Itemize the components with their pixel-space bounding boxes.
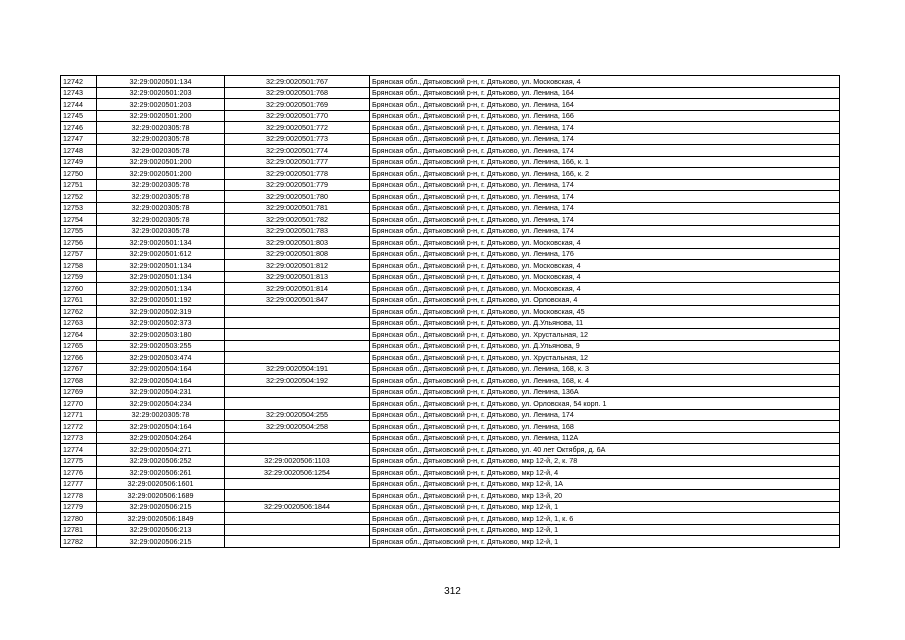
building-cadastral-number-cell: 32:29:0020501:813 [225, 271, 370, 283]
parcel-cadastral-number-cell: 32:29:0020501:203 [97, 87, 225, 99]
parcel-cadastral-number-cell: 32:29:0020501:203 [97, 99, 225, 111]
row-number-cell: 12778 [61, 490, 97, 502]
row-number-cell: 12760 [61, 283, 97, 295]
row-number-cell: 12782 [61, 536, 97, 548]
address-cell: Брянская обл., Дятьковский р-н, г. Дятьково, ул. Ленина, 164 [370, 87, 840, 99]
table-row [61, 214, 840, 226]
building-cadastral-number-cell [225, 524, 370, 536]
row-number-cell: 12744 [61, 99, 97, 111]
row-number-cell: 12780 [61, 513, 97, 525]
row-number-cell: 12769 [61, 386, 97, 398]
table-row [61, 260, 840, 272]
building-cadastral-number-cell [225, 352, 370, 364]
address-cell: Брянская обл., Дятьковский р-н, г. Дятьково, ул. Ленина, 174 [370, 133, 840, 145]
address-cell: Брянская обл., Дятьковский р-н, г. Дятьково, ул. Ленина, 174 [370, 179, 840, 191]
parcel-cadastral-number-cell: 32:29:0020501:134 [97, 260, 225, 272]
building-cadastral-number-cell: 32:29:0020501:768 [225, 87, 370, 99]
row-number-cell: 12763 [61, 317, 97, 329]
building-cadastral-number-cell: 32:29:0020501:769 [225, 99, 370, 111]
parcel-cadastral-number-cell: 32:29:0020506:261 [97, 467, 225, 479]
table-row [61, 490, 840, 502]
parcel-cadastral-number-cell: 32:29:0020506:215 [97, 536, 225, 548]
row-number-cell: 12776 [61, 467, 97, 479]
address-cell: Брянская обл., Дятьковский р-н, г. Дятьково, ул. Орловская, 54 корп. 1 [370, 398, 840, 410]
table-row [61, 398, 840, 410]
address-cell: Брянская обл., Дятьковский р-н, г. Дятьково, ул. Ленина, 174 [370, 145, 840, 157]
building-cadastral-number-cell: 32:29:0020506:1844 [225, 501, 370, 513]
address-cell: Брянская обл., Дятьковский р-н, г. Дятьково, ул. Ленина, 166 [370, 110, 840, 122]
building-cadastral-number-cell: 32:29:0020501:773 [225, 133, 370, 145]
address-cell: Брянская обл., Дятьковский р-н, г. Дятьково, ул. Ленина, 176 [370, 248, 840, 260]
parcel-cadastral-number-cell: 32:29:0020305:78 [97, 122, 225, 134]
address-cell: Брянская обл., Дятьковский р-н, г. Дятьково, мкр 12-й, 1А [370, 478, 840, 490]
row-number-cell: 12754 [61, 214, 97, 226]
table-row [61, 455, 840, 467]
row-number-cell: 12753 [61, 202, 97, 214]
address-cell: Брянская обл., Дятьковский р-н, г. Дятьково, ул. Ленина, 174 [370, 202, 840, 214]
parcel-cadastral-number-cell: 32:29:0020504:231 [97, 386, 225, 398]
table-row [61, 501, 840, 513]
table-row [61, 467, 840, 479]
row-number-cell: 12745 [61, 110, 97, 122]
row-number-cell: 12756 [61, 237, 97, 249]
address-cell: Брянская обл., Дятьковский р-н, г. Дятьково, ул. Московская, 4 [370, 260, 840, 272]
address-cell: Брянская обл., Дятьковский р-н, г. Дятьково, мкр 12-й, 1 [370, 524, 840, 536]
row-number-cell: 12777 [61, 478, 97, 490]
row-number-cell: 12748 [61, 145, 97, 157]
parcel-cadastral-number-cell: 32:29:0020305:78 [97, 202, 225, 214]
parcel-cadastral-number-cell: 32:29:0020305:78 [97, 145, 225, 157]
building-cadastral-number-cell: 32:29:0020504:255 [225, 409, 370, 421]
building-cadastral-number-cell [225, 386, 370, 398]
building-cadastral-number-cell: 32:29:0020501:782 [225, 214, 370, 226]
row-number-cell: 12766 [61, 352, 97, 364]
building-cadastral-number-cell: 32:29:0020501:772 [225, 122, 370, 134]
table-row [61, 225, 840, 237]
parcel-cadastral-number-cell: 32:29:0020503:255 [97, 340, 225, 352]
address-cell: Брянская обл., Дятьковский р-н, г. Дятьково, ул. Д.Ульянова, 9 [370, 340, 840, 352]
address-cell: Брянская обл., Дятьковский р-н, г. Дятьково, ул. Московская, 4 [370, 76, 840, 88]
parcel-cadastral-number-cell: 32:29:0020501:134 [97, 76, 225, 88]
row-number-cell: 12781 [61, 524, 97, 536]
row-number-cell: 12752 [61, 191, 97, 203]
building-cadastral-number-cell: 32:29:0020501:777 [225, 156, 370, 168]
address-cell: Брянская обл., Дятьковский р-н, г. Дятьково, ул. Хрустальная, 12 [370, 329, 840, 341]
parcel-cadastral-number-cell: 32:29:0020305:78 [97, 191, 225, 203]
row-number-cell: 12774 [61, 444, 97, 456]
address-cell: Брянская обл., Дятьковский р-н, г. Дятьково, ул. Ленина, 174 [370, 191, 840, 203]
parcel-cadastral-number-cell: 32:29:0020305:78 [97, 133, 225, 145]
building-cadastral-number-cell [225, 317, 370, 329]
parcel-cadastral-number-cell: 32:29:0020501:200 [97, 110, 225, 122]
table-row [61, 409, 840, 421]
building-cadastral-number-cell [225, 478, 370, 490]
table-row [61, 202, 840, 214]
table-row [61, 432, 840, 444]
parcel-cadastral-number-cell: 32:29:0020506:1689 [97, 490, 225, 502]
parcel-cadastral-number-cell: 32:29:0020305:78 [97, 214, 225, 226]
table-row [61, 524, 840, 536]
building-cadastral-number-cell: 32:29:0020501:780 [225, 191, 370, 203]
table-row [61, 444, 840, 456]
table-row [61, 237, 840, 249]
building-cadastral-number-cell: 32:29:0020506:1254 [225, 467, 370, 479]
table-row [61, 76, 840, 88]
parcel-cadastral-number-cell: 32:29:0020501:200 [97, 168, 225, 180]
address-cell: Брянская обл., Дятьковский р-н, г. Дятьково, ул. Ленина, 168, к. 3 [370, 363, 840, 375]
page-number: 312 [444, 586, 461, 597]
address-cell: Брянская обл., Дятьковский р-н, г. Дятьково, мкр 13-й, 20 [370, 490, 840, 502]
registry-table [60, 75, 840, 548]
parcel-cadastral-number-cell: 32:29:0020504:164 [97, 375, 225, 387]
table-row [61, 375, 840, 387]
table-row [61, 352, 840, 364]
building-cadastral-number-cell: 32:29:0020501:779 [225, 179, 370, 191]
building-cadastral-number-cell [225, 490, 370, 502]
parcel-cadastral-number-cell: 32:29:0020506:1849 [97, 513, 225, 525]
parcel-cadastral-number-cell: 32:29:0020506:252 [97, 455, 225, 467]
row-number-cell: 12779 [61, 501, 97, 513]
parcel-cadastral-number-cell: 32:29:0020502:373 [97, 317, 225, 329]
table-row [61, 156, 840, 168]
building-cadastral-number-cell: 32:29:0020501:778 [225, 168, 370, 180]
building-cadastral-number-cell [225, 398, 370, 410]
address-cell: Брянская обл., Дятьковский р-н, г. Дятьково, ул. Д.Ульянова, 11 [370, 317, 840, 329]
building-cadastral-number-cell [225, 340, 370, 352]
row-number-cell: 12767 [61, 363, 97, 375]
address-cell: Брянская обл., Дятьковский р-н, г. Дятьково, мкр 12-й, 4 [370, 467, 840, 479]
address-cell: Брянская обл., Дятьковский р-н, г. Дятьково, ул. Ленина, 174 [370, 409, 840, 421]
row-number-cell: 12747 [61, 133, 97, 145]
building-cadastral-number-cell [225, 513, 370, 525]
parcel-cadastral-number-cell: 32:29:0020503:474 [97, 352, 225, 364]
table-row [61, 306, 840, 318]
table-row [61, 145, 840, 157]
address-cell: Брянская обл., Дятьковский р-н, г. Дятьково, ул. Ленина, 166, к. 1 [370, 156, 840, 168]
table-row [61, 271, 840, 283]
table-row [61, 329, 840, 341]
address-cell: Брянская обл., Дятьковский р-н, г. Дятьково, ул. Московская, 4 [370, 283, 840, 295]
address-cell: Брянская обл., Дятьковский р-н, г. Дятьково, ул. Ленина, 166, к. 2 [370, 168, 840, 180]
building-cadastral-number-cell: 32:29:0020501:783 [225, 225, 370, 237]
row-number-cell: 12758 [61, 260, 97, 272]
row-number-cell: 12755 [61, 225, 97, 237]
parcel-cadastral-number-cell: 32:29:0020504:234 [97, 398, 225, 410]
table-row [61, 363, 840, 375]
table-row [61, 340, 840, 352]
address-cell: Брянская обл., Дятьковский р-н, г. Дятьково, ул. Ленина, 174 [370, 122, 840, 134]
row-number-cell: 12749 [61, 156, 97, 168]
address-cell: Брянская обл., Дятьковский р-н, г. Дятьково, ул. 40 лет Октября, д. 6А [370, 444, 840, 456]
parcel-cadastral-number-cell: 32:29:0020501:200 [97, 156, 225, 168]
building-cadastral-number-cell: 32:29:0020501:803 [225, 237, 370, 249]
table-row [61, 536, 840, 548]
address-cell: Брянская обл., Дятьковский р-н, г. Дятьково, ул. Московская, 45 [370, 306, 840, 318]
address-cell: Брянская обл., Дятьковский р-н, г. Дятьково, ул. Ленина, 164 [370, 99, 840, 111]
table-row [61, 191, 840, 203]
row-number-cell: 12762 [61, 306, 97, 318]
parcel-cadastral-number-cell: 32:29:0020501:192 [97, 294, 225, 306]
parcel-cadastral-number-cell: 32:29:0020501:134 [97, 283, 225, 295]
parcel-cadastral-number-cell: 32:29:0020501:134 [97, 237, 225, 249]
row-number-cell: 12759 [61, 271, 97, 283]
row-number-cell: 12775 [61, 455, 97, 467]
address-cell: Брянская обл., Дятьковский р-н, г. Дятьково, мкр 12-й, 2, к. 78 [370, 455, 840, 467]
parcel-cadastral-number-cell: 32:29:0020503:180 [97, 329, 225, 341]
row-number-cell: 12772 [61, 421, 97, 433]
address-cell: Брянская обл., Дятьковский р-н, г. Дятьково, мкр 12-й, 1, к. 6 [370, 513, 840, 525]
building-cadastral-number-cell: 32:29:0020501:774 [225, 145, 370, 157]
parcel-cadastral-number-cell: 32:29:0020506:215 [97, 501, 225, 513]
row-number-cell: 12765 [61, 340, 97, 352]
row-number-cell: 12768 [61, 375, 97, 387]
table-row [61, 294, 840, 306]
table-row [61, 478, 840, 490]
address-cell: Брянская обл., Дятьковский р-н, г. Дятьково, ул. Московская, 4 [370, 237, 840, 249]
table-row [61, 248, 840, 260]
address-cell: Брянская обл., Дятьковский р-н, г. Дятьково, ул. Ленина, 174 [370, 214, 840, 226]
building-cadastral-number-cell: 32:29:0020501:814 [225, 283, 370, 295]
address-cell: Брянская обл., Дятьковский р-н, г. Дятьково, ул. Ленина, 174 [370, 225, 840, 237]
row-number-cell: 12742 [61, 76, 97, 88]
building-cadastral-number-cell [225, 536, 370, 548]
table-row [61, 317, 840, 329]
building-cadastral-number-cell: 32:29:0020501:781 [225, 202, 370, 214]
building-cadastral-number-cell: 32:29:0020504:258 [225, 421, 370, 433]
row-number-cell: 12743 [61, 87, 97, 99]
table-row [61, 99, 840, 111]
building-cadastral-number-cell [225, 329, 370, 341]
building-cadastral-number-cell: 32:29:0020501:847 [225, 294, 370, 306]
address-cell: Брянская обл., Дятьковский р-н, г. Дятьково, мкр 12-й, 1 [370, 536, 840, 548]
table-row [61, 386, 840, 398]
table-row [61, 179, 840, 191]
registry-table-body [61, 76, 840, 548]
parcel-cadastral-number-cell: 32:29:0020506:213 [97, 524, 225, 536]
building-cadastral-number-cell [225, 306, 370, 318]
address-cell: Брянская обл., Дятьковский р-н, г. Дятьково, ул. Орловская, 4 [370, 294, 840, 306]
parcel-cadastral-number-cell: 32:29:0020502:319 [97, 306, 225, 318]
parcel-cadastral-number-cell: 32:29:0020504:164 [97, 363, 225, 375]
parcel-cadastral-number-cell: 32:29:0020501:134 [97, 271, 225, 283]
building-cadastral-number-cell: 32:29:0020504:191 [225, 363, 370, 375]
parcel-cadastral-number-cell: 32:29:0020305:78 [97, 225, 225, 237]
building-cadastral-number-cell: 32:29:0020501:770 [225, 110, 370, 122]
row-number-cell: 12773 [61, 432, 97, 444]
building-cadastral-number-cell: 32:29:0020501:767 [225, 76, 370, 88]
parcel-cadastral-number-cell: 32:29:0020504:264 [97, 432, 225, 444]
row-number-cell: 12746 [61, 122, 97, 134]
building-cadastral-number-cell: 32:29:0020501:812 [225, 260, 370, 272]
row-number-cell: 12751 [61, 179, 97, 191]
address-cell: Брянская обл., Дятьковский р-н, г. Дятьково, ул. Московская, 4 [370, 271, 840, 283]
parcel-cadastral-number-cell: 32:29:0020305:78 [97, 409, 225, 421]
building-cadastral-number-cell: 32:29:0020506:1103 [225, 455, 370, 467]
address-cell: Брянская обл., Дятьковский р-н, г. Дятьково, ул. Ленина, 168, к. 4 [370, 375, 840, 387]
row-number-cell: 12750 [61, 168, 97, 180]
address-cell: Брянская обл., Дятьковский р-н, г. Дятьково, ул. Ленина, 168 [370, 421, 840, 433]
table-row [61, 133, 840, 145]
address-cell: Брянская обл., Дятьковский р-н, г. Дятьково, мкр 12-й, 1 [370, 501, 840, 513]
parcel-cadastral-number-cell: 32:29:0020506:1601 [97, 478, 225, 490]
building-cadastral-number-cell [225, 432, 370, 444]
table-row [61, 283, 840, 295]
row-number-cell: 12764 [61, 329, 97, 341]
building-cadastral-number-cell: 32:29:0020501:808 [225, 248, 370, 260]
building-cadastral-number-cell: 32:29:0020504:192 [225, 375, 370, 387]
address-cell: Брянская обл., Дятьковский р-н, г. Дятьково, ул. Хрустальная, 12 [370, 352, 840, 364]
building-cadastral-number-cell [225, 444, 370, 456]
address-cell: Брянская обл., Дятьковский р-н, г. Дятьково, ул. Ленина, 112А [370, 432, 840, 444]
table-row [61, 122, 840, 134]
parcel-cadastral-number-cell: 32:29:0020504:164 [97, 421, 225, 433]
row-number-cell: 12771 [61, 409, 97, 421]
table-row [61, 87, 840, 99]
address-cell: Брянская обл., Дятьковский р-н, г. Дятьково, ул. Ленина, 136А [370, 386, 840, 398]
parcel-cadastral-number-cell: 32:29:0020501:612 [97, 248, 225, 260]
row-number-cell: 12761 [61, 294, 97, 306]
table-row [61, 110, 840, 122]
parcel-cadastral-number-cell: 32:29:0020305:78 [97, 179, 225, 191]
row-number-cell: 12757 [61, 248, 97, 260]
table-row [61, 168, 840, 180]
parcel-cadastral-number-cell: 32:29:0020504:271 [97, 444, 225, 456]
table-row [61, 421, 840, 433]
row-number-cell: 12770 [61, 398, 97, 410]
table-row [61, 513, 840, 525]
